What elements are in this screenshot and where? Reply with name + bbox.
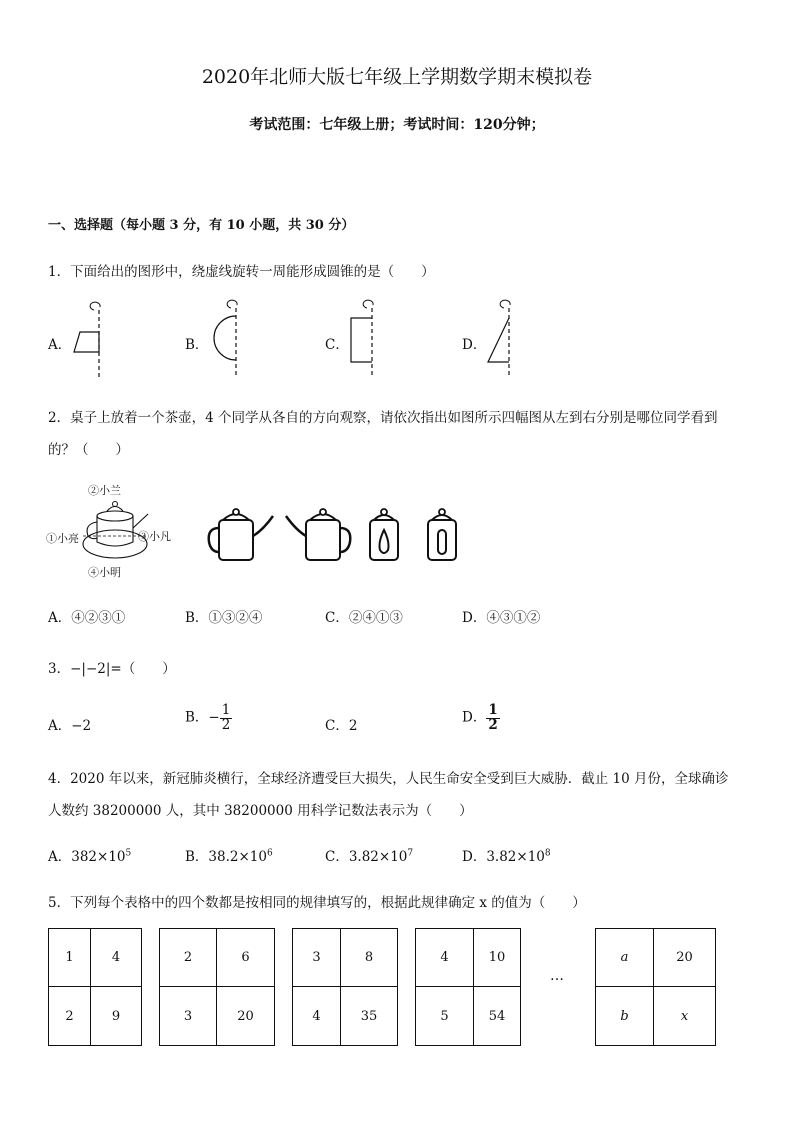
q2-option-a[interactable]: A．④②③① [48, 610, 126, 626]
teapot-view-1-icon [205, 506, 277, 564]
q4-option-d[interactable]: D．$3.82\times 10^8$ [462, 848, 551, 865]
number-table-4 [415, 928, 521, 1046]
table-2-cell-bl: 3 [183, 1008, 193, 1024]
section-heading: 一、选择题（每小题 3 分，有 10 小题，共 30 分） [48, 218, 355, 233]
table-5-cell-x: x [680, 1008, 689, 1024]
q1-option-c[interactable]: C． [325, 337, 349, 353]
table-5-cell-b: b [620, 1008, 629, 1024]
q1-figure-d-triangle [482, 300, 522, 378]
number-table-unknown [595, 928, 716, 1046]
q3-option-b[interactable]: B．− $\frac{1}{2}$ [185, 702, 231, 733]
exam-info: 考试范围：七年级上册；考试时间：120分钟； [249, 117, 545, 133]
q3-option-c[interactable]: C．2 [325, 718, 358, 734]
table-1-cell-br: 9 [111, 1008, 121, 1024]
teapot-view-3-icon [366, 506, 402, 564]
number-table-2 [159, 928, 275, 1046]
table-1-cell-bl: 2 [65, 1008, 74, 1024]
q3-option-d[interactable]: D． $\frac{1}{2}$ [462, 702, 498, 733]
q2-option-d[interactable]: D．④③①② [462, 610, 541, 626]
q4-stem-line2: 人数约 38200000 人，其中 38200000 用科学记数法表示为（ ） [48, 803, 473, 819]
table-4-cell-tr: 10 [488, 950, 506, 965]
q1-option-a[interactable]: A． [48, 337, 72, 353]
q1-figure-b-semicircle [205, 300, 245, 378]
table-4-cell-bl: 5 [440, 1008, 449, 1024]
table-3-cell-tl: 3 [312, 950, 321, 965]
q4-option-c[interactable]: C．$3.82\times 10^7$ [325, 848, 414, 865]
teapot-table-diagram [70, 494, 160, 566]
page-title: 2020年北师大版七年级上学期数学期末模拟卷 [201, 66, 593, 88]
label-xiaoming: ④小明 [88, 566, 121, 579]
table-2-cell-tl: 2 [183, 950, 193, 965]
q1-option-b[interactable]: B． [185, 337, 209, 353]
q2-stem-line1: 2．桌子上放着一个茶壶，4 个同学从各自的方向观察，请依次指出如图所示四幅图从左到右分别是哪位同学看到 [48, 410, 718, 426]
table-2-cell-br: 20 [237, 1008, 254, 1024]
q3-stem: 3．−|−2|=（ ） [48, 661, 176, 677]
table-3-cell-tr: 8 [364, 950, 374, 965]
table-1-cell-tr: 4 [111, 950, 121, 965]
q4-option-b[interactable]: B．$38.2\times 10^6$ [185, 848, 273, 865]
table-3-cell-bl: 4 [312, 1008, 321, 1024]
teapot-view-4-icon [424, 506, 460, 564]
ellipsis: … [550, 968, 564, 984]
q2-stem-line2: 的？（ ） [48, 442, 129, 458]
table-1-cell-tl: 1 [65, 950, 74, 965]
label-xiaoliang: ①小亮 [46, 532, 79, 545]
table-2-cell-tr: 6 [241, 950, 250, 965]
q4-stem-line1: 4．2020 年以来，新冠肺炎横行，全球经济遭受巨大损失，人民生命安全受到巨大威胁．截止 10 月份，全球确诊 [48, 771, 729, 787]
table-5-cell-a: a [620, 950, 629, 965]
q1-stem: 1．下面给出的图形中，绕虚线旋转一周能形成圆锥的是（ ） [48, 264, 435, 280]
table-4-cell-br: 54 [488, 1008, 506, 1024]
q5-stem: 5．下列每个表格中的四个数都是按相同的规律填写的，根据此规律确定 x 的值为（ ） [48, 895, 586, 911]
q2-option-b[interactable]: B．①③②④ [185, 610, 263, 626]
table-5-cell-tr: 20 [676, 950, 693, 965]
q1-figure-c-rectangle [345, 300, 385, 378]
number-table-1 [48, 928, 142, 1046]
q4-option-a[interactable]: A．$382\times 10^5$ [48, 848, 132, 865]
table-3-cell-br: 35 [360, 1008, 378, 1024]
q1-figure-a-trapezoid [68, 302, 108, 378]
label-xiaolan: ②小兰 [88, 484, 121, 497]
q2-option-c[interactable]: C．②④①③ [325, 610, 403, 626]
q3-expression: −|−2|=（ ） [70, 661, 176, 677]
teapot-view-2-icon [282, 506, 354, 564]
label-xiaofan: ③小凡 [138, 530, 171, 543]
q3-option-a[interactable]: A．−2 [48, 718, 92, 734]
q1-option-d[interactable]: D． [462, 337, 487, 353]
table-4-cell-tl: 4 [440, 950, 449, 965]
number-table-3 [292, 928, 398, 1046]
